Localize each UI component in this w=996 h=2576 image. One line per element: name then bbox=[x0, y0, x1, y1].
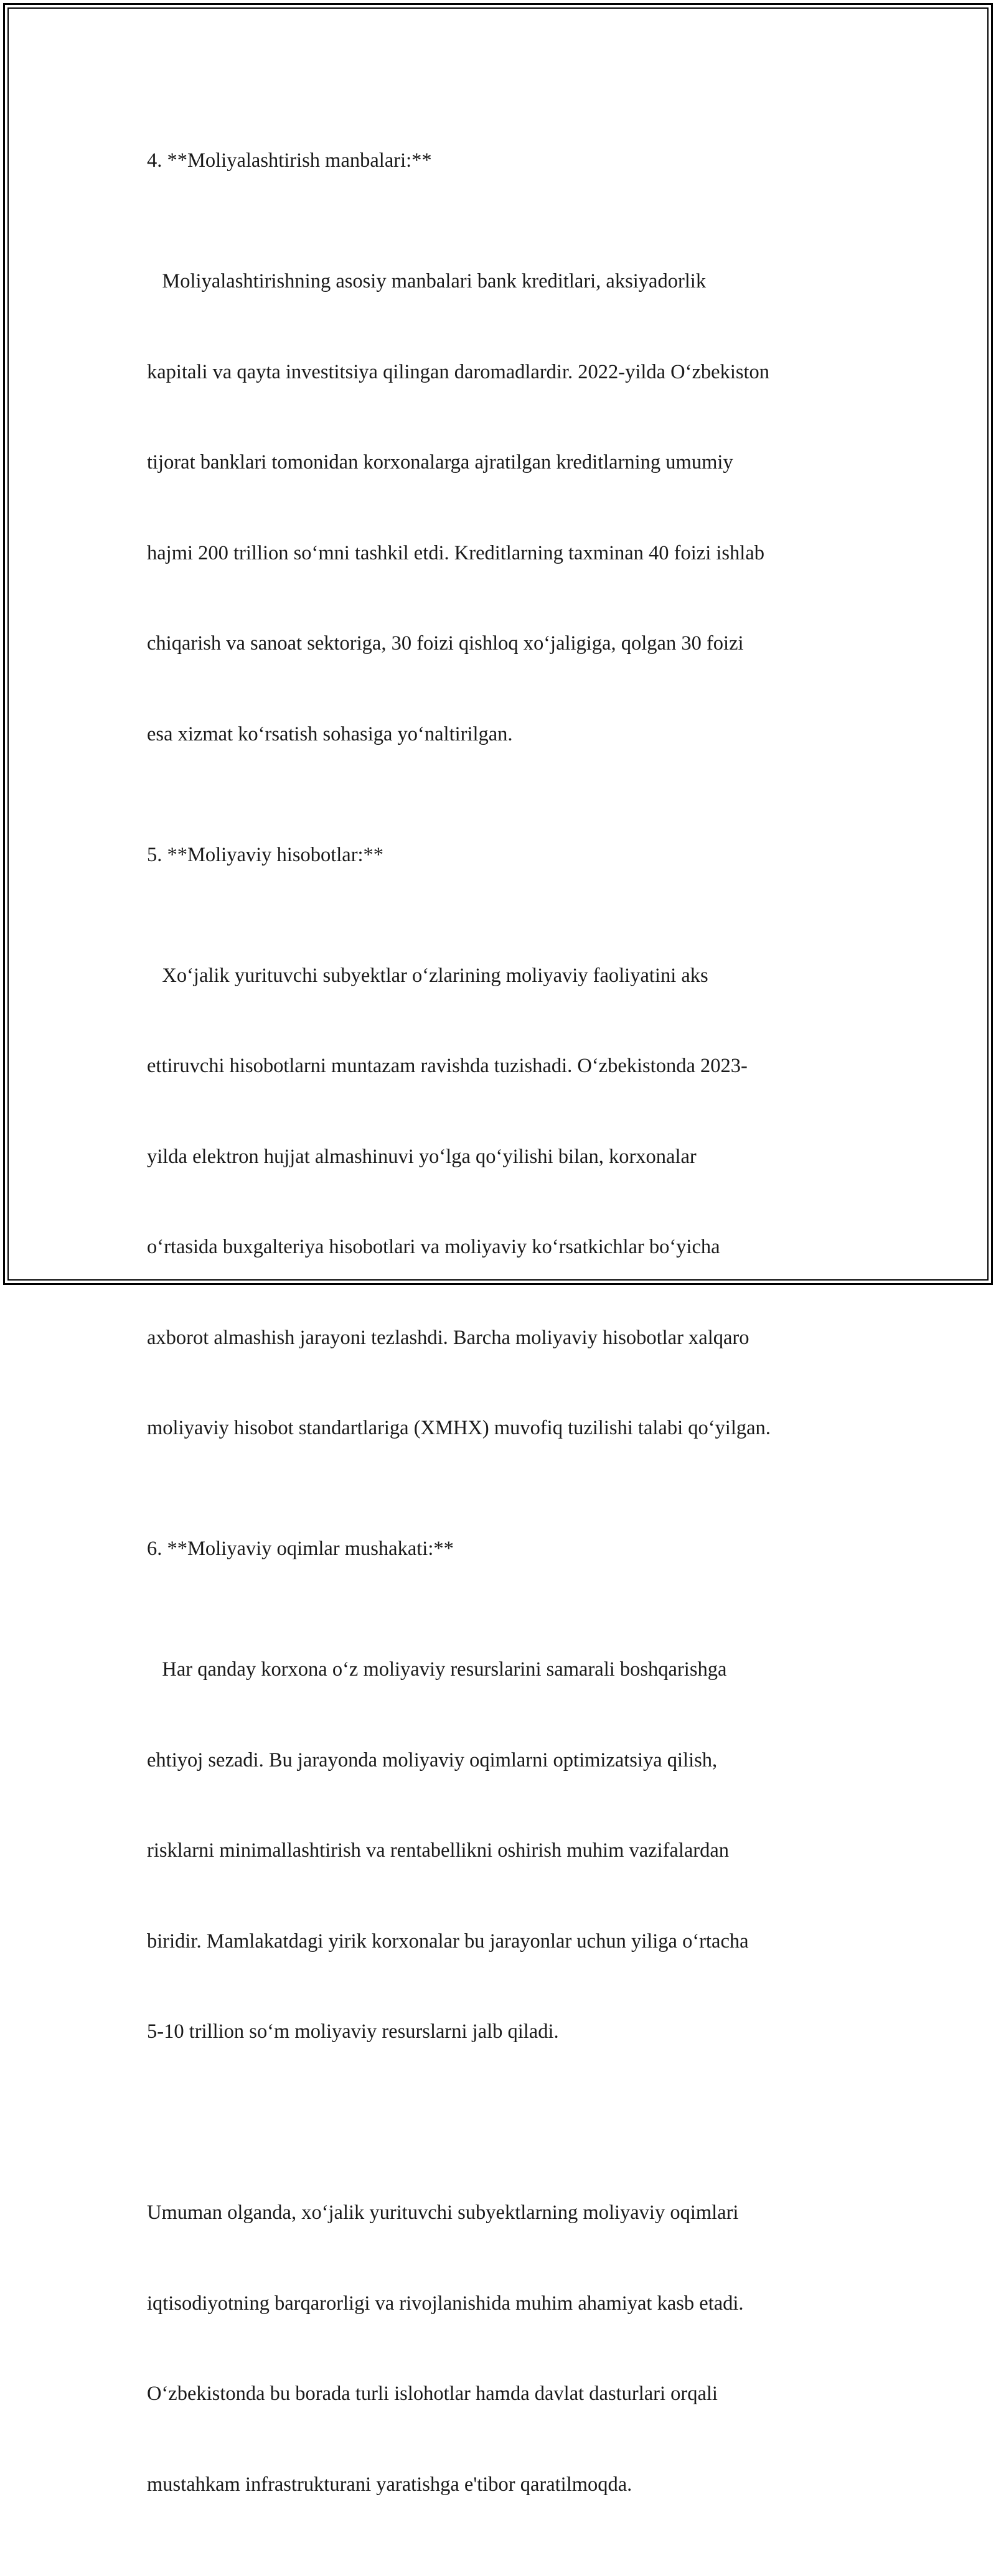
paragraph-line: 5-10 trillion so‘m moliyaviy resurslarni jalb qiladi. bbox=[147, 2020, 559, 2043]
paragraph-line: ettiruvchi hisobotlarni muntazam ravishda tuzishadi. O‘zbekistonda 2023- bbox=[147, 1055, 748, 1077]
paragraph-line: Xo‘jalik yurituvchi subyektlar o‘zlarining moliyaviy faoliyatini aks bbox=[147, 964, 708, 987]
paragraph-line: Har qanday korxona o‘z moliyaviy resurslarini samarali boshqarishga bbox=[147, 1658, 727, 1681]
section-paragraph-6 bbox=[147, 1594, 869, 2107]
section-heading-5: 5. **Moliyaviy hisobotlar:** bbox=[147, 843, 384, 866]
paragraph-line: iqtisodiyotning barqarorligi va rivojlanishida muhim ahamiyat kasb etadi. bbox=[147, 2292, 744, 2315]
section-heading-6: 6. **Moliyaviy oqimlar mushakati:** bbox=[147, 1538, 454, 1560]
conclusion-paragraph bbox=[147, 2137, 869, 2560]
paragraph-line: ehtiyoj sezadi. Bu jarayonda moliyaviy oqimlarni optimizatsiya qilish, bbox=[147, 1748, 718, 1771]
paragraph-line: Umuman olganda, xo‘jalik yurituvchi subyektlarning moliyaviy oqimlari bbox=[147, 2201, 739, 2224]
paragraph-line: mustahkam infrastrukturani yaratishga e'tibor qaratilmoqda. bbox=[147, 2473, 632, 2496]
paragraph-line: tijorat banklari tomonidan korxonalarga ajratilgan kreditlarning umumiy bbox=[147, 451, 733, 474]
paragraph-line: axborot almashish jarayoni tezlashdi. Barcha moliyaviy hisobotlar xalqaro bbox=[147, 1326, 749, 1349]
paragraph-line: esa xizmat ko‘rsatish sohasiga yo‘naltirilgan. bbox=[147, 722, 513, 745]
paragraph-line: biridir. Mamlakatdagi yirik korxonalar bu jarayonlar uchun yiliga o‘rtacha bbox=[147, 1930, 749, 1953]
paragraph-line: moliyaviy hisobot standartlariga (XMHX) muvofiq tuzilishi talabi qo‘yilgan. bbox=[147, 1417, 771, 1439]
paragraph-line: chiqarish va sanoat sektoriga, 30 foizi qishloq xo‘jaligiga, qolgan 30 foizi bbox=[147, 632, 744, 655]
paragraph-line: Moliyalashtirishning asosiy manbalari bank kreditlari, aksiyadorlik bbox=[147, 270, 707, 292]
paragraph-line: o‘rtasida buxgalteriya hisobotlari va moliyaviy ko‘rsatkichlar bo‘yicha bbox=[147, 1236, 720, 1258]
paragraph-line: risklarni minimallashtirish va rentabellikni oshirish muhim vazifalardan bbox=[147, 1839, 730, 1862]
paragraph-line: kapitali va qayta investitsiya qilingan daromadlardir. 2022-yilda O‘zbekiston bbox=[147, 360, 770, 383]
section-paragraph-5 bbox=[147, 900, 869, 1504]
paragraph-line: O‘zbekistonda bu borada turli islohotlar hamda davlat dasturlari orqali bbox=[147, 2382, 718, 2405]
section-heading-4: 4. **Moliyalashtirish manbalari:** bbox=[147, 149, 432, 172]
document-body bbox=[147, 146, 869, 2576]
section-paragraph-4 bbox=[147, 206, 869, 810]
paragraph-line: yilda elektron hujjat almashinuvi yo‘lga qo‘yilishi bilan, korxonalar bbox=[147, 1145, 697, 1168]
paragraph-line: hajmi 200 trillion so‘mni tashkil etdi. Kreditlarning taxminan 40 foizi ishlab bbox=[147, 541, 764, 564]
